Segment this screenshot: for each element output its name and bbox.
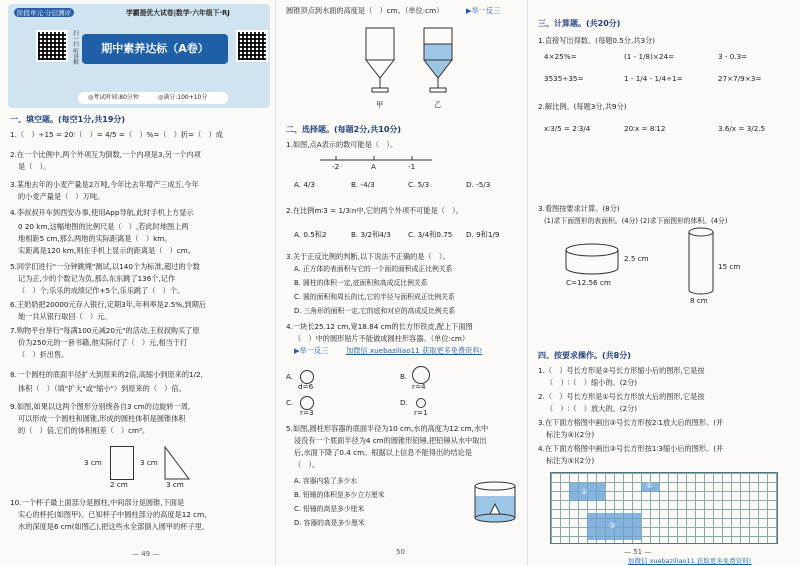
axis-label-a: A — [371, 162, 376, 171]
o1-line2: （ ）∶（ ）缩小的。(2分) — [546, 378, 638, 387]
q6-line1: 6.王奶奶把20000元存入银行,定期3年,年利率是2.5%,到期后 — [10, 300, 206, 309]
c5-line1: 5.如图,圆柱形容器的底面半径为10 cm,水的高度为12 cm,水中 — [286, 424, 489, 433]
c4-option-b[interactable]: B. — [400, 372, 408, 381]
circle-a-label: d=6 — [298, 382, 314, 391]
o3-line2: 标注为④)(2分) — [546, 430, 595, 439]
c4-option-d[interactable]: D. — [400, 398, 408, 407]
rectangle-figure — [110, 446, 134, 480]
o2-line1: 2.（ ）号长方形是①号长方形放大后的图形,它是按 — [538, 392, 705, 401]
s1-item-5: 1 - 1/4 - 1/4÷1= — [624, 74, 683, 83]
s2: 2.解比例。(每题3分,共9分) — [538, 102, 627, 111]
c1-option-c[interactable]: C. 5/3 — [408, 180, 430, 189]
link-practice-2[interactable]: ▶举一反三 — [294, 346, 329, 355]
c5-line2: 浸没有一个底面半径为4 cm的圆锥形铅锤,把铅锤从水中取出 — [294, 436, 487, 445]
q4-line3: 地相距5 cm,那么两地的实际距离是（ ）km。 — [18, 234, 172, 243]
q9-line2: 可以形成一个圆柱和圆锥,形成的圆柱体积是圆锥体积 — [18, 414, 186, 423]
rect-width-label: 2 cm — [110, 480, 128, 489]
cup-figures — [356, 24, 466, 108]
flat-cylinder-figure — [562, 242, 622, 278]
page-51 — [528, 0, 800, 566]
s1-item-2: (1 - 1/8)×24= — [624, 52, 675, 61]
axis-label-neg1: -1 — [408, 162, 416, 171]
c2-option-b[interactable]: B. 3/2和4/3 — [351, 230, 391, 239]
fig-diameter-label: 8 cm — [690, 296, 708, 305]
q10-continued: 圆锥顶点到水面的高度是（ ）cm。（单位:cm） — [286, 6, 444, 15]
q6-line2: 她一共从银行取回（ ）元。 — [18, 312, 112, 321]
c3-option-b[interactable]: B. 圆柱的体积一定,底面积和高成反比例关系 — [294, 279, 428, 287]
label-yi: 乙 — [434, 100, 442, 109]
s3-sub: (1)求下面图形的表面积。(4分) (2)求下面图形的体积。(4分) — [544, 217, 728, 225]
qr-code-right[interactable] — [236, 30, 268, 62]
o4-line1: 4.在下面方格图中画出③号长方形按1∶3缩小后的图形。(并 — [538, 444, 724, 453]
o3-line1: 3.在下面方格图中画出③号长方形按2∶1放大后的图形。(并 — [538, 418, 724, 427]
page-49 — [0, 0, 276, 566]
tall-cylinder-figure — [686, 226, 716, 298]
section-choice-title: 二、选择题。(每题2分,共10分) — [286, 125, 402, 134]
book-title: 学霸提优大试卷|数学·六年级下·RJ — [126, 9, 230, 17]
q4-line1: 4.李叔叔开车到西安办事,使用App导航,此时手机上方显示 — [10, 208, 194, 217]
c3-option-d[interactable]: D. 三角形的面积一定,它的底和对应的高成反比例关系 — [294, 307, 456, 315]
c4-line1: 4.一块长25.12 cm,宽18.84 cm的长方形铁皮,配上下面图 — [286, 322, 473, 331]
q9-line1: 9.如图,如果以这两个图形分别绕各自3 cm的边旋转一周, — [10, 402, 191, 411]
c3-option-c[interactable]: C. 圆的面积和周长的比,它的半径与面积成正比例关系 — [294, 293, 455, 301]
q10-line2: 实心的杯托(如图甲)。已知杯子中圆柱部分的高度是12 cm, — [18, 510, 207, 519]
grid-canvas[interactable] — [550, 472, 778, 544]
circle-b-label: r=4 — [412, 382, 426, 391]
circle-c-label: r=3 — [300, 408, 314, 417]
section-calc-title: 三、计算题。(共20分) — [538, 19, 621, 28]
label-jia: 甲 — [376, 100, 384, 109]
c4-option-a[interactable]: A. — [286, 372, 294, 381]
scan-label: 扫一扫 听讲解 — [72, 30, 78, 65]
c5-line4: （ ）。 — [294, 460, 320, 469]
q9-line3: 的（ ）倍,它们的体积相差（ ）cm³。 — [18, 426, 150, 435]
container-figure — [472, 480, 518, 524]
s1-item-1: 4×25%= — [544, 52, 577, 61]
q10-line1: 10.一个杯子最上面部分是圆柱,中间部分是圆锥,下面是 — [10, 498, 185, 507]
unit-tag: 阶段单元·分层测评 — [14, 8, 74, 17]
c5-option-a[interactable]: A. 容器内装了多少水 — [294, 477, 358, 485]
c3-option-a[interactable]: A. 正方体的表面积与它的一个面的面积成正比例关系 — [294, 265, 453, 273]
tri-width-label: 3 cm — [166, 480, 184, 489]
axis-label-neg2: -2 — [332, 162, 340, 171]
s2-item-1: x∶3/5 = 2∶3/4 — [544, 124, 591, 133]
c5-option-b[interactable]: B. 铅锤的体积是多少立方厘米 — [294, 491, 385, 499]
o4-line2: 标注为⑤)(2分) — [546, 456, 595, 465]
qr-code-left[interactable] — [36, 30, 68, 62]
page-50 — [276, 0, 528, 566]
c1: 1.如图,点A表示的数可能是（ ）。 — [286, 140, 398, 149]
c4-line2: （ ）中的圆形贴片不能做成圆柱形容器。（单位:cm） — [294, 334, 470, 343]
s1-item-4: 3535÷35= — [544, 74, 584, 83]
q4-line4: 实距离是120 km,则在手机上显示的距离是（ ）cm。 — [18, 246, 195, 255]
c5-option-c[interactable]: C. 铅锤的高是多少厘米 — [294, 505, 365, 513]
exam-title: 期中素养达标（A卷） — [82, 34, 228, 64]
c4-option-c[interactable]: C. — [286, 398, 294, 407]
exam-header-card — [8, 4, 270, 108]
q1: 1.（ ）÷15 = 20∶（ ）= 4/5 =（ ）%=（ ）折=（ ）成 — [10, 130, 223, 139]
c5-line3: 后,水面下降了0.4 cm。根据以上信息不能得出的结论是 — [294, 448, 472, 457]
c2-option-a[interactable]: A. 0.5和2 — [294, 230, 327, 239]
exam-score: ◎满分:100+10分 — [158, 94, 208, 101]
q10-line3: 水的深度是6 cm(如图乙),把这些水全部倒入圆甲的杯子里, — [18, 522, 205, 531]
q2-line2: 是（ ）。 — [18, 162, 51, 171]
exam-time: ◎考试时间:80分钟 — [88, 94, 139, 101]
wechat-promo[interactable]: 加微信 xuebaziliao11 获取更多免费资料! — [346, 346, 483, 355]
q5-line2: 记为正,少的个数记为负,那么东东跳了136个,记作 — [18, 274, 176, 283]
q3-line2: 的小麦产量是（ ）万吨。 — [18, 192, 105, 201]
page-number: — 49 — — [132, 550, 160, 558]
c3: 3.关于正反比例的判断,以下说法不正确的是（ ）。 — [286, 252, 450, 261]
q4-line2: 0 20 km,这幅地图的比例尺是（ ）,若此时地图上两 — [18, 222, 189, 231]
s3: 3.看图按要求计算。(8分) — [538, 204, 620, 213]
link-practice[interactable]: ▶举一反三 — [466, 6, 501, 15]
q8-line2: 体积（ ）（填"扩大"或"缩小"）到原来的（ ）倍。 — [18, 384, 186, 393]
fig-tall-height-label: 15 cm — [718, 262, 741, 271]
rect-height-label: 3 cm — [84, 458, 102, 467]
fig-circumference-label: C=12.56 cm — [566, 278, 611, 287]
section-fill-title: 一、填空题。(每空1分,共19分) — [10, 115, 126, 124]
circle-d — [416, 398, 426, 408]
s1-item-3: 3 - 0.3= — [718, 52, 748, 61]
page-number: 50 — [396, 548, 405, 556]
c1-option-b[interactable]: B. -4/3 — [351, 180, 375, 189]
rectangle-3-label: ③ — [609, 521, 616, 530]
c1-option-a[interactable]: A. 4/3 — [294, 180, 315, 189]
s2-item-2: 20∶x = 8∶12 — [624, 124, 666, 133]
o2-line2: （ ）∶（ ）放大的。(2分) — [546, 404, 638, 413]
tri-height-label: 3 cm — [140, 458, 158, 467]
c2-option-d[interactable]: D. 9和1/9 — [466, 230, 500, 239]
section-operate-title: 四、按要求操作。(共8分) — [538, 351, 631, 360]
rectangle-1-label: ① — [581, 487, 588, 496]
q2-line1: 2.在一个比例中,两个外项互为倒数,一个内项是3,另一个内项 — [10, 150, 201, 159]
s1-item-6: 27×7/9×3= — [718, 74, 762, 83]
q3-line1: 3.某地去年的小麦产量是2万吨,今年比去年增产三成五,今年 — [10, 180, 199, 189]
s2-item-3: 3.6/x = 3/2.5 — [718, 124, 766, 133]
c1-option-d[interactable]: D. -5/3 — [466, 180, 491, 189]
q7-line2: 价为250元的一套书籍,他实际付了（ ）元,相当于打 — [18, 338, 188, 347]
c2: 2.在比例m∶3 = 1/3∶n中,它的两个外项不可能是（ ）。 — [286, 206, 463, 215]
rectangle-2-label: ② — [646, 481, 653, 490]
c5-option-d[interactable]: D. 容器的高是多少厘米 — [294, 519, 365, 527]
q5-line1: 5.同学们进行"一分钟跳绳"测试,以140个为标准,超过的个数 — [10, 262, 200, 271]
wechat-promo[interactable]: 加微信 xuebaziliao11 获取更多免费资料! — [628, 557, 752, 565]
fig-height-label: 2.5 cm — [624, 254, 649, 263]
triangle-figure — [164, 446, 190, 480]
circle-d-label: r=1 — [414, 408, 428, 417]
s1: 1.直接写出得数。(每题0.5分,共3分) — [538, 36, 656, 45]
q8-line1: 8.一个圆柱的底面半径扩大到原来的2倍,高缩小到原来的1/2, — [10, 370, 203, 379]
q7-line1: 7.购物平台举行"每满100元减20元"的活动,王叔叔购买了原 — [10, 326, 200, 335]
c2-option-c[interactable]: C. 3/4和0.75 — [408, 230, 453, 239]
q5-line3: （ ）个;乐乐的成绩记作+5个,乐乐跳了（ ）个。 — [18, 286, 185, 295]
page-number: — 51 — — [624, 548, 652, 556]
q7-line3: （ ）折出售。 — [18, 350, 69, 359]
o1-line1: 1.（ ）号长方形是②号长方形缩小后的图形,它是按 — [538, 366, 705, 375]
